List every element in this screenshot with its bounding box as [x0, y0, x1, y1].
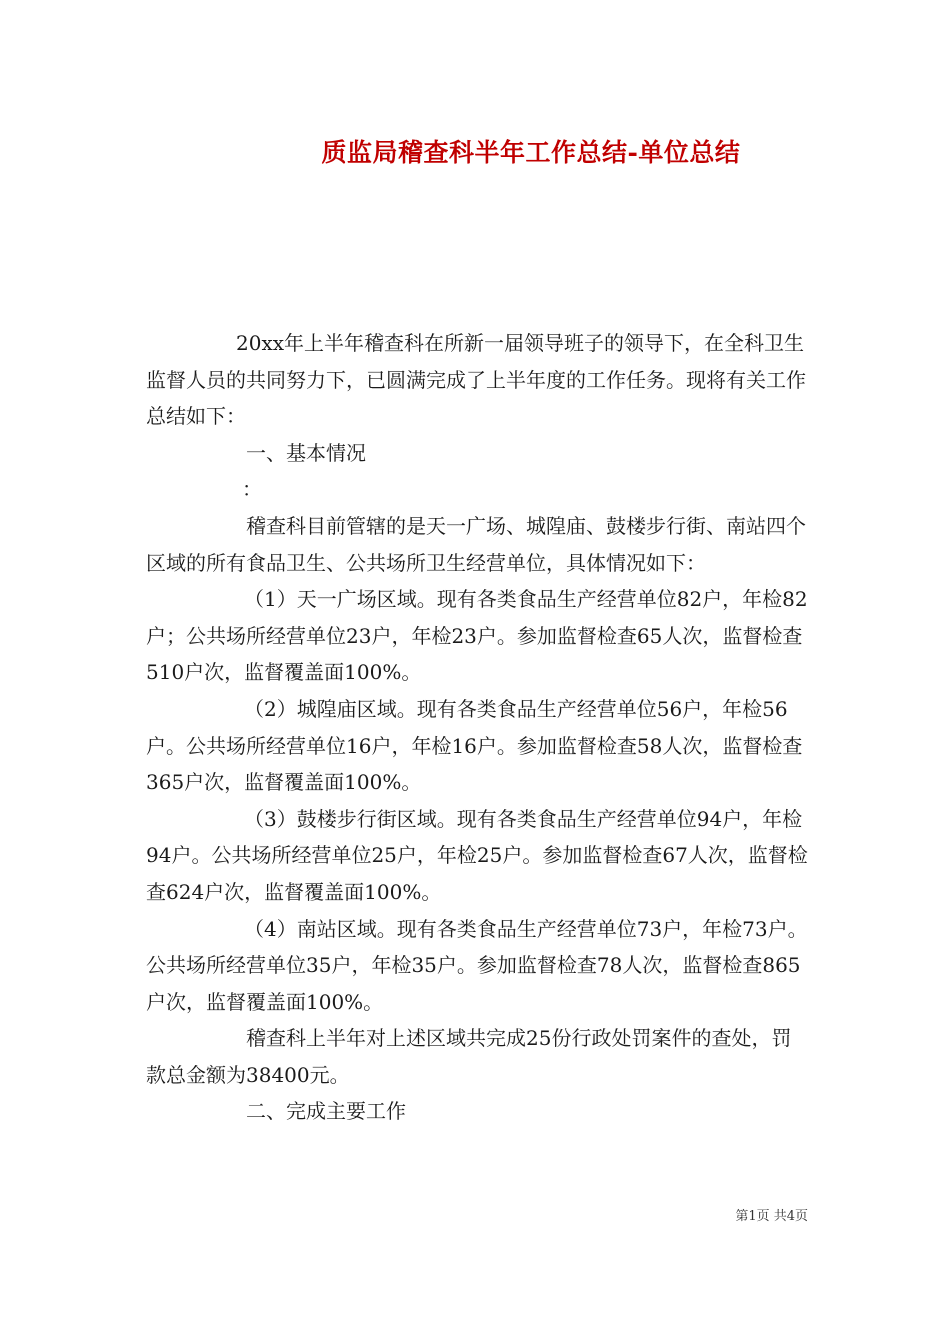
paragraph-area-1: （1）天一广场区域。现有各类食品生产经营单位82户，年检82户；公共场所经营单位23户，年检23户。参加监督检查65人次，监督检查510户次，监督覆盖面100%。 — [146, 587, 808, 685]
paragraph-area-3: （3）鼓楼步行街区域。现有各类食品生产经营单位94户，年检94户。公共场所经营单位25户，年检25户。参加监督检查67人次，监督检查624户次，监督覆盖面100%。 — [146, 806, 808, 904]
page-footer: 第1页 共4页 — [735, 1209, 808, 1224]
paragraph-colon: ： — [242, 477, 262, 502]
document-title: 质监局稽查科半年工作总结-单位总结 — [321, 138, 741, 167]
paragraph-intro: 20xx年上半年稽查科在所新一届领导班子的领导下，在全科卫生监督人员的共同努力下，已圆满完成了上半年度的工作任务。现将有关工作总结如下： — [146, 331, 806, 429]
paragraph-penalties: 稽查科上半年对上述区域共完成25份行政处罚案件的查处，罚款总金额为38400元。 — [146, 1026, 792, 1087]
heading-basic-situation: 一、基本情况 — [246, 440, 366, 465]
paragraph-area-4: （4）南站区域。现有各类食品生产经营单位73户，年检73户。公共场所经营单位35户，年检35户。参加监督检查78人次，监督检查865户次，监督覆盖面100%。 — [146, 916, 808, 1014]
paragraph-area-2: （2）城隍庙区域。现有各类食品生产经营单位56户，年检56户。公共场所经营单位16户，年检16户。参加监督检查58人次，监督检查365户次，监督覆盖面100%。 — [146, 696, 803, 795]
paragraph-jurisdiction: 稽查科目前管辖的是天一广场、城隍庙、鼓楼步行街、南站四个区域的所有食品卫生、公共场所卫生经营单位，具体情况如下： — [146, 513, 806, 575]
document-body — [146, 325, 808, 1130]
heading-main-work: 二、完成主要工作 — [246, 1099, 406, 1124]
